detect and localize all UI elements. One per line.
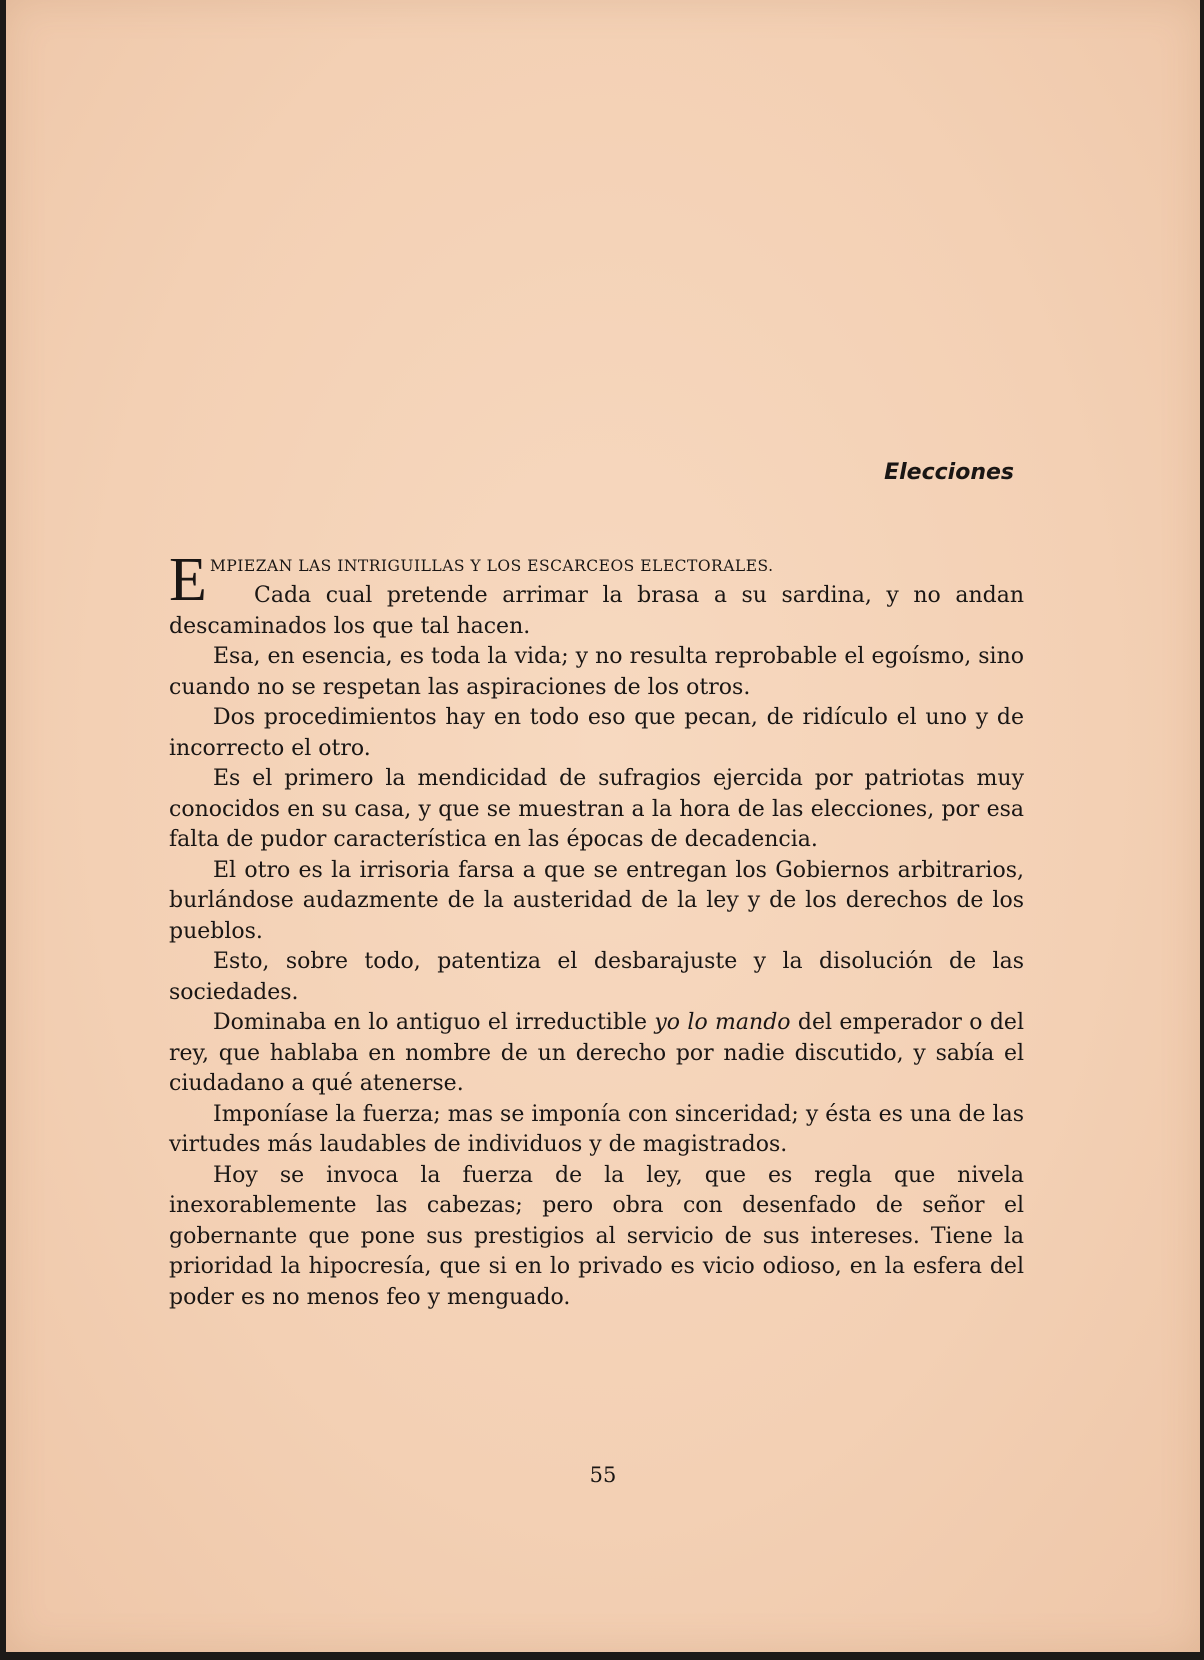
opening-small-caps: MPIEZAN LAS INTRIGUILLAS Y LOS ESCARCEOS ELECTORALES. [210, 557, 774, 575]
paragraph-with-emphasis [169, 1008, 1024, 1100]
paragraph-text: Dominaba en lo antiguo el irreductible [213, 1010, 655, 1035]
paragraph-text: del emperador o del rey, que hablaba en nombre de un derecho por nadie discutido, y sabía el ciudadano a qué atenerse. [169, 1010, 1024, 1096]
opening-paragraph-rest: Cada cual pretende arrimar la brasa a su sardina, y no andan descaminados los que tal hacen. [169, 583, 1024, 639]
opening-paragraph [169, 546, 1024, 642]
paragraph: El otro es la irrisoria farsa a que se entregan los Gobiernos arbitrarios, burlándose audazmente de la austeridad de la ley y de los derechos de los pueblos. [169, 857, 1024, 944]
italic-phrase: yo lo mando [654, 1010, 791, 1035]
chapter-title: Elecciones [884, 460, 1014, 485]
paragraph: Es el primero la mendicidad de sufragios ejercida por patriotas muy conocidos en su casa, y que se muestran a la hora de las elecciones, por esa falta de pudor característica en las épocas de decadencia. [169, 766, 1024, 852]
paragraph: Hoy se invoca la fuerza de la ley, que es regla que nivela inexorablemente las cabezas; pero obra con desenfado de señor el gobernante que pone sus prestigios al servicio de sus intereses. Tiene la prioridad la hipocresía, que si en lo privado es vicio odioso, en la esfera del poder es no menos feo y menguado. [169, 1162, 1024, 1310]
paragraph: Imponíase la fuerza; mas se imponía con sinceridad; y ésta es una de las virtudes más laudables de individuos y de magistrados. [169, 1101, 1024, 1157]
paragraph: Esto, sobre todo, patentiza el desbarajuste y la disolución de las sociedades. [169, 949, 1024, 1005]
chapter-body [169, 546, 1024, 1313]
book-page [6, 0, 1200, 1652]
drop-cap-letter: E [169, 546, 207, 614]
paragraph: Esa, en esencia, es toda la vida; y no resulta reprobable el egoísmo, sino cuando no se respetan las aspiraciones de los otros. [169, 644, 1024, 700]
page-number: 55 [589, 1463, 617, 1487]
paragraph: Dos procedimientos hay en todo eso que pecan, de ridículo el uno y de incorrecto el otro. [169, 705, 1024, 761]
